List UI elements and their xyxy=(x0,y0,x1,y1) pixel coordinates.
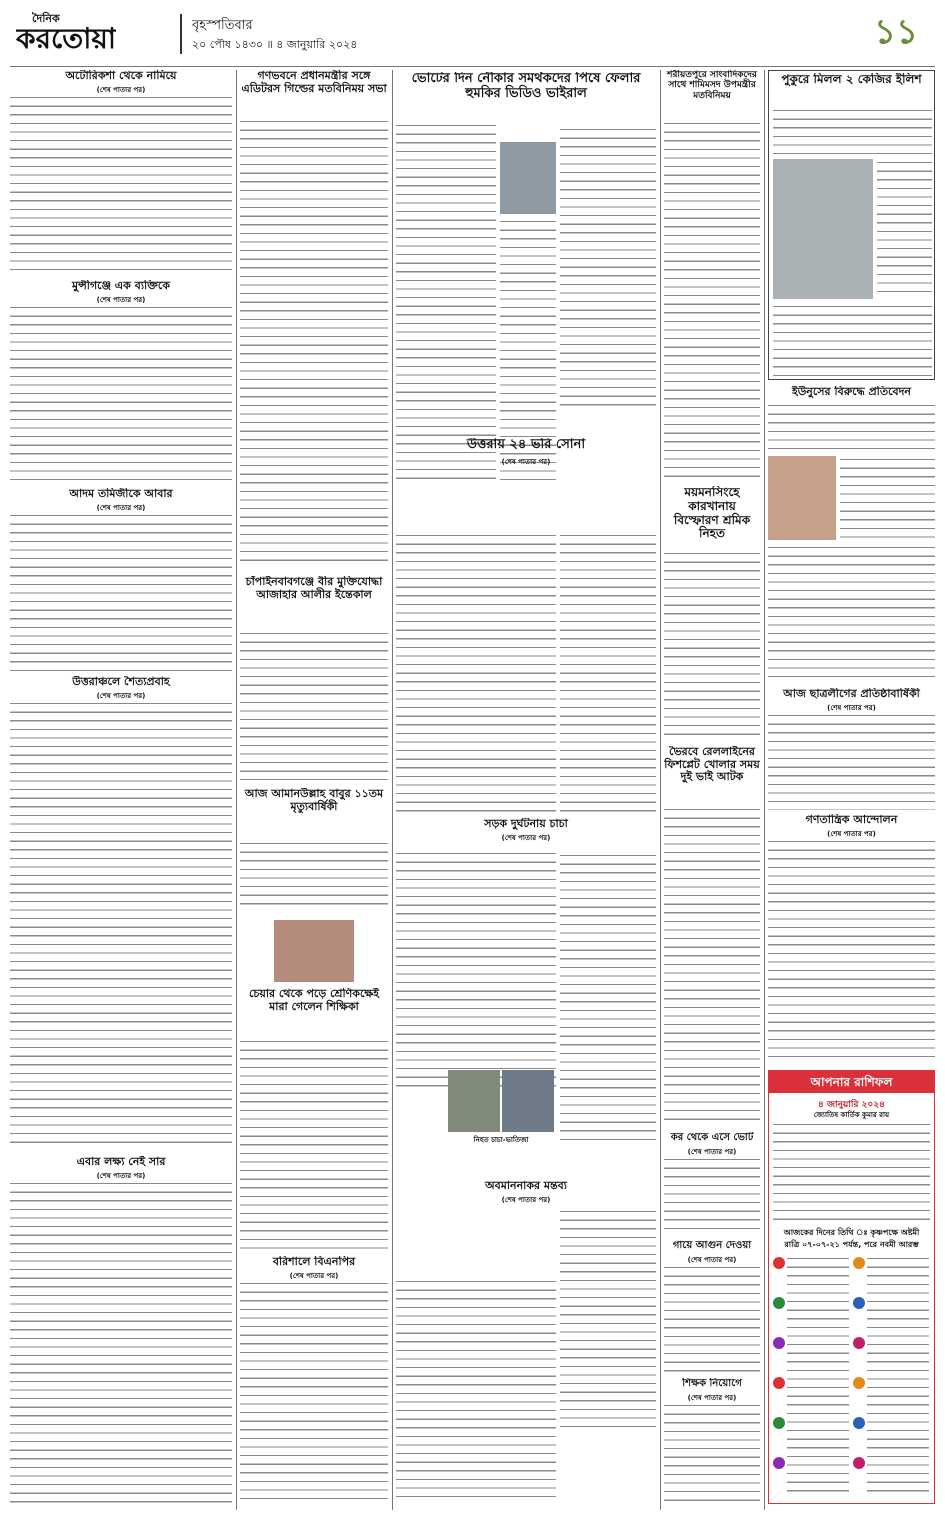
zodiac-sign-icon xyxy=(853,1377,865,1389)
body-gold-2 xyxy=(560,532,656,812)
headline-road-accident: সড়ক দুর্ঘটনায় চাচা xyxy=(484,818,568,830)
zodiac-sign-icon xyxy=(773,1377,785,1389)
headline-pm-editors: গণভবনে প্রধানমন্ত্রীর সঙ্গে এডিটরস গিল্ডের মতবিনিময় সভা xyxy=(241,70,387,95)
body-barishal xyxy=(240,1280,388,1505)
photo-teacher xyxy=(274,920,354,982)
photo-nephew xyxy=(502,1070,554,1132)
body-munshiganj xyxy=(10,304,232,484)
zodiac-sign-icon xyxy=(853,1257,865,1269)
headline-anniversary: আজ আমানউল্লাহ বাবুর ১১তম মৃত্যুবার্ষিকী xyxy=(244,788,384,813)
body-democracy xyxy=(768,838,935,1064)
photo-yunus xyxy=(768,456,836,540)
zodiac-sign-icon xyxy=(853,1337,865,1349)
masthead-divider xyxy=(180,14,182,54)
horoscope-title: আপনার রাশিফল xyxy=(769,1071,934,1093)
zodiac-sign-icon xyxy=(773,1417,785,1429)
cont-munshiganj: (শেষ পাতার পর) xyxy=(96,296,146,304)
body-road-accident xyxy=(396,850,556,1090)
body-chhatra xyxy=(768,712,935,810)
headline-yunus: ইউনুসের বিরুদ্ধে প্রতিবেদন xyxy=(792,386,911,398)
cont-gold: (শেষ পাতার পর) xyxy=(501,458,551,466)
headline-hilsa: পুকুরে মিলল ২ কেজির ইলিশ xyxy=(781,73,922,86)
zodiac-sign-icon xyxy=(773,1457,785,1469)
body-adam xyxy=(10,512,232,672)
body-autorickshaw xyxy=(10,94,232,276)
column-fourth xyxy=(664,70,760,1510)
headline-adam: আদম তমিজীকে আবার xyxy=(69,488,173,500)
body-boat-video xyxy=(396,122,496,482)
body-yunus-2 xyxy=(840,456,935,540)
cont-uttarbanga: (শেষ পাতার পর) xyxy=(96,692,146,700)
headline-autorickshaw: অটোরিকশা থেকে নামিয়ে xyxy=(65,70,177,82)
insult-box xyxy=(396,1180,656,1208)
body-fire xyxy=(664,1264,760,1374)
headline-munshiganj: মুন্সীগঞ্জে এক ব্যক্তিকে xyxy=(72,280,170,292)
headline-uttarbanga: উত্তরাঞ্চলে শৈত্যপ্রবাহ xyxy=(72,676,170,688)
masthead-day: বৃহস্পতিবার xyxy=(192,18,253,33)
body-gold xyxy=(396,532,556,812)
headline-teacher-recruit: শিক্ষক নিয়োগে xyxy=(682,1378,742,1389)
body-pm-editors xyxy=(240,118,388,568)
headline-fire: গায়ে আগুন দেওয়া xyxy=(672,1240,752,1251)
masthead xyxy=(10,8,935,66)
body-road-accident-2 xyxy=(560,852,656,1142)
zodiac-sign-icon xyxy=(773,1297,785,1309)
cont-vote-tax: (শেষ পাতার পর) xyxy=(687,1148,737,1156)
headline-mymensingh: ময়মনসিংহে কারখানায় বিস্ফোরণ শ্রমিক নিহত xyxy=(673,486,751,541)
masthead-date: ২০ পৌষ ১৪৩০ ॥ ৪ জানুয়ারি ২০২৪ xyxy=(192,38,358,51)
masthead-rule xyxy=(10,66,935,67)
headline-chapai: চাঁপাইনবাবগঞ্জে বীর মুক্তিযোদ্ধা আজাহার আলীর ইন্তেকাল xyxy=(245,576,383,601)
zodiac-sign-icon xyxy=(853,1417,865,1429)
body-shariatpur xyxy=(664,120,760,480)
body-mymensingh xyxy=(664,550,760,740)
body-chapai xyxy=(240,630,388,780)
horoscope-box xyxy=(768,1070,935,1504)
body-hilsa-2 xyxy=(877,159,932,299)
cont-adam: (শেষ পাতার পর) xyxy=(96,504,146,512)
headline-fertilizer: এবার লক্ষ্য নেই সার xyxy=(76,1156,166,1168)
body-vote-tax xyxy=(664,1156,760,1236)
horoscope-author: জ্যোতিষ কার্তিক কুমার রায় xyxy=(813,1111,890,1119)
col-divider-3 xyxy=(660,70,661,1510)
body-boat-video-3 xyxy=(560,126,656,412)
horoscope-tithi-2: রাত্রি ০৭-০৭-২১ পর্যন্ত, পরে নবমী আরম্ভ xyxy=(784,1240,919,1249)
cont-barishal: (শেষ পাতার পর) xyxy=(289,1272,339,1280)
column-second xyxy=(240,70,388,1510)
horoscope-intro xyxy=(773,1121,930,1221)
page-number: ১১ xyxy=(873,12,919,52)
headline-vote-tax: কর থেকে এসে ভোট xyxy=(670,1132,754,1143)
headline-teacher-fall: চেয়ার থেকে পড়ে শ্রেণিকক্ষেই মারা গেলেন শিক্ষিকা xyxy=(248,988,380,1013)
photo-uncle xyxy=(448,1070,500,1132)
body-insult xyxy=(396,1278,556,1503)
cont-democracy: (শেষ পাতার পর) xyxy=(827,830,876,838)
zodiac-sign-icon xyxy=(853,1457,865,1469)
body-bhairab xyxy=(664,806,760,1126)
col-divider-1 xyxy=(236,70,237,1510)
zodiac-sign-icon xyxy=(773,1337,785,1349)
zodiac-sign-icon xyxy=(773,1257,785,1269)
photo-caption-road: নিহত চাচা-ভাতিজা xyxy=(473,1136,529,1144)
body-anniversary xyxy=(240,840,388,910)
gold-box xyxy=(396,438,656,468)
cont-teacher-recruit: (শেষ পাতার পর) xyxy=(687,1394,737,1402)
headline-chhatra: আজ ছাত্রলীগের প্রতিষ্ঠাবার্ষিকী xyxy=(783,688,920,700)
horoscope-tithi-1: আজকের দিনের তিথি ঃ কৃষ্ণপক্ষে অষ্টমী xyxy=(783,1228,920,1237)
headline-barishal: বরিশালে বিএনপির xyxy=(272,1256,356,1268)
cont-fertilizer: (শেষ পাতার পর) xyxy=(96,1172,146,1180)
cont-fire: (শেষ পাতার পর) xyxy=(687,1256,737,1264)
body-yunus xyxy=(768,402,935,452)
headline-insult: অবমাননাকর মন্তব্য xyxy=(485,1180,567,1192)
photo-boat-video xyxy=(500,142,556,214)
masthead-name: করতোয়া xyxy=(16,22,116,55)
horoscope-sign-icons xyxy=(773,1255,930,1499)
column-right xyxy=(768,70,935,1510)
col-divider-2 xyxy=(392,70,393,1510)
cont-road-accident: (শেষ পাতার পর) xyxy=(501,834,551,842)
zodiac-sign-icon xyxy=(853,1297,865,1309)
body-fertilizer xyxy=(10,1180,232,1505)
headline-gold: উত্তরায় ২৪ ভরি সোনা xyxy=(466,438,586,452)
col-divider-4 xyxy=(764,70,765,1510)
headline-boat-video: ভোটের দিন নৌকার সমর্থকদের পিষে ফেলার হুমকির ভিডিও ভাইরাল xyxy=(411,72,641,101)
column-center xyxy=(396,70,556,1510)
headline-democracy: গণতান্ত্রিক আন্দোলন xyxy=(805,814,898,826)
headline-shariatpur: শরীয়তপুরে সাংবাদিকদের সাথে শামিমসদ উপমন্ত্রীর মতবিনিময় xyxy=(667,70,757,101)
hilsa-box xyxy=(768,70,935,380)
column-left xyxy=(10,70,232,1510)
body-teacher-recruit xyxy=(664,1402,760,1504)
headline-bhairab: ভৈরবে রেললাইনের ফিশপ্লেট খোলার সময় দুই ভাই আটক xyxy=(664,746,760,784)
body-uttarbanga xyxy=(10,700,232,1150)
cont-chhatra: (শেষ পাতার পর) xyxy=(827,704,876,712)
masthead-kicker: দৈনিক xyxy=(32,12,60,25)
road-accident-box xyxy=(396,818,656,848)
photo-hilsa xyxy=(773,159,873,299)
body-teacher-fall xyxy=(240,1038,388,1250)
body-hilsa-3 xyxy=(773,303,932,377)
horoscope-signs xyxy=(773,1255,930,1499)
horoscope-date: ৪ জানুয়ারি ২০২৪ xyxy=(818,1100,885,1110)
cont-insult: (শেষ পাতার পর) xyxy=(501,1196,551,1204)
cont-autorickshaw: (শেষ পাতার পর) xyxy=(96,86,146,94)
body-yunus-3 xyxy=(768,544,935,684)
body-insult-2 xyxy=(560,1208,656,1433)
boat-video-box xyxy=(396,70,656,122)
body-hilsa xyxy=(773,107,932,157)
